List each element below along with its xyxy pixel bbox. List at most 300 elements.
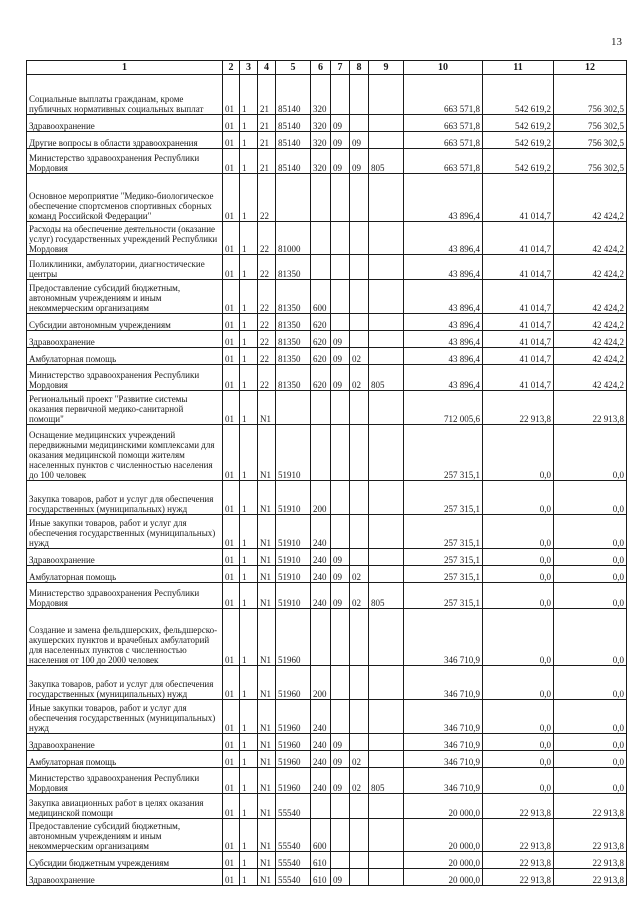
table-row xyxy=(27,425,627,481)
code-col9 xyxy=(369,425,404,481)
column-header: 10 xyxy=(404,61,483,75)
code-col8: 02 xyxy=(350,583,369,609)
code-col6: 320 xyxy=(311,149,331,174)
value-col10: 43 896,4 xyxy=(404,365,483,391)
value-col12: 0,0 xyxy=(554,700,627,734)
code-col7: 09 xyxy=(331,549,350,566)
table-row xyxy=(27,700,627,734)
code-col3: 1 xyxy=(240,583,258,609)
value-col12: 42 424,2 xyxy=(554,365,627,391)
code-col3: 1 xyxy=(240,549,258,566)
table-row xyxy=(27,365,627,391)
value-col10: 346 710,9 xyxy=(404,751,483,768)
code-col5: 81350 xyxy=(276,314,311,331)
code-col6: 200 xyxy=(311,666,331,700)
code-col2: 01 xyxy=(223,549,240,566)
value-col10: 257 315,1 xyxy=(404,583,483,609)
value-col10: 43 896,4 xyxy=(404,222,483,255)
code-col6: 620 xyxy=(311,365,331,391)
code-col6: 240 xyxy=(311,549,331,566)
code-col3: 1 xyxy=(240,314,258,331)
code-col3: 1 xyxy=(240,331,258,348)
code-col4: 22 xyxy=(258,280,276,314)
row-name: Министерство здравоохранения Республики Мордовия xyxy=(27,149,223,174)
value-col10: 663 571,8 xyxy=(404,132,483,149)
code-col2: 01 xyxy=(223,700,240,734)
code-col5: 51960 xyxy=(276,768,311,794)
value-col11: 41 014,7 xyxy=(483,255,554,280)
code-col4: N1 xyxy=(258,794,276,819)
table-row xyxy=(27,666,627,700)
code-col8: 02 xyxy=(350,348,369,365)
code-col7 xyxy=(331,174,350,222)
code-col3: 1 xyxy=(240,734,258,751)
code-col8: 09 xyxy=(350,132,369,149)
code-col5: 55540 xyxy=(276,869,311,886)
code-col6: 320 xyxy=(311,132,331,149)
value-col11: 0,0 xyxy=(483,481,554,515)
value-col12: 42 424,2 xyxy=(554,348,627,365)
code-col2: 01 xyxy=(223,583,240,609)
row-name: Закупка товаров, работ и услуг для обеспечения государственных (муниципальных) нужд xyxy=(27,666,223,700)
value-col12: 0,0 xyxy=(554,768,627,794)
code-col4: 21 xyxy=(258,132,276,149)
code-col8 xyxy=(350,174,369,222)
code-col4: N1 xyxy=(258,391,276,425)
value-col12: 756 302,5 xyxy=(554,149,627,174)
code-col6 xyxy=(311,222,331,255)
code-col3: 1 xyxy=(240,609,258,666)
value-col11: 41 014,7 xyxy=(483,331,554,348)
code-col8 xyxy=(350,700,369,734)
code-col5: 55540 xyxy=(276,794,311,819)
code-col4: 22 xyxy=(258,174,276,222)
code-col7: 09 xyxy=(331,768,350,794)
value-col10: 257 315,1 xyxy=(404,481,483,515)
code-col2: 01 xyxy=(223,149,240,174)
code-col7: 09 xyxy=(331,751,350,768)
column-header: 3 xyxy=(240,61,258,75)
code-col4: N1 xyxy=(258,768,276,794)
code-col8 xyxy=(350,255,369,280)
value-col12: 756 302,5 xyxy=(554,115,627,132)
value-col12: 0,0 xyxy=(554,583,627,609)
code-col5: 81350 xyxy=(276,331,311,348)
row-name: Иные закупки товаров, работ и услуг для обеспечения государственных (муниципальных) нужд xyxy=(27,515,223,549)
code-col8: 02 xyxy=(350,768,369,794)
table-row xyxy=(27,566,627,583)
row-name: Здравоохранение xyxy=(27,331,223,348)
code-col7: 09 xyxy=(331,566,350,583)
table-row xyxy=(27,314,627,331)
table-row xyxy=(27,75,627,115)
table-row xyxy=(27,751,627,768)
value-col10: 20 000,0 xyxy=(404,852,483,869)
code-col3: 1 xyxy=(240,280,258,314)
code-col2: 01 xyxy=(223,365,240,391)
value-col11: 41 014,7 xyxy=(483,280,554,314)
code-col6: 620 xyxy=(311,348,331,365)
code-col7: 09 xyxy=(331,734,350,751)
code-col7 xyxy=(331,314,350,331)
code-col2: 01 xyxy=(223,794,240,819)
row-name: Министерство здравоохранения Республики Мордовия xyxy=(27,583,223,609)
code-col8 xyxy=(350,609,369,666)
code-col4: N1 xyxy=(258,481,276,515)
code-col7 xyxy=(331,222,350,255)
code-col8 xyxy=(350,819,369,852)
table-row xyxy=(27,819,627,852)
code-col2: 01 xyxy=(223,75,240,115)
code-col5: 51910 xyxy=(276,583,311,609)
row-name: Амбулаторная помощь xyxy=(27,751,223,768)
code-col2: 01 xyxy=(223,609,240,666)
code-col8 xyxy=(350,549,369,566)
table-header-row xyxy=(27,61,627,75)
code-col9 xyxy=(369,869,404,886)
code-col6 xyxy=(311,174,331,222)
code-col9 xyxy=(369,222,404,255)
row-name: Закупка авиационных работ в целях оказания медицинской помощи xyxy=(27,794,223,819)
code-col8 xyxy=(350,314,369,331)
code-col2: 01 xyxy=(223,174,240,222)
code-col2: 01 xyxy=(223,515,240,549)
value-col11: 542 619,2 xyxy=(483,115,554,132)
row-name: Другие вопросы в области здравоохранения xyxy=(27,132,223,149)
column-header: 11 xyxy=(483,61,554,75)
row-name: Иные закупки товаров, работ и услуг для обеспечения государственных (муниципальных) нужд xyxy=(27,700,223,734)
table-row xyxy=(27,132,627,149)
code-col3: 1 xyxy=(240,852,258,869)
row-name: Субсидии бюджетным учреждениям xyxy=(27,852,223,869)
code-col8 xyxy=(350,515,369,549)
code-col6: 240 xyxy=(311,768,331,794)
code-col2: 01 xyxy=(223,348,240,365)
code-col3: 1 xyxy=(240,348,258,365)
value-col10: 663 571,8 xyxy=(404,75,483,115)
code-col4: N1 xyxy=(258,583,276,609)
value-col12: 42 424,2 xyxy=(554,314,627,331)
code-col7 xyxy=(331,819,350,852)
code-col6: 240 xyxy=(311,751,331,768)
code-col8 xyxy=(350,852,369,869)
value-col10: 43 896,4 xyxy=(404,314,483,331)
code-col4: N1 xyxy=(258,515,276,549)
code-col4: 22 xyxy=(258,331,276,348)
table-row xyxy=(27,255,627,280)
value-col10: 43 896,4 xyxy=(404,331,483,348)
code-col8 xyxy=(350,869,369,886)
value-col12: 0,0 xyxy=(554,549,627,566)
value-col11: 542 619,2 xyxy=(483,149,554,174)
code-col6 xyxy=(311,609,331,666)
table-row xyxy=(27,869,627,886)
value-col12: 22 913,8 xyxy=(554,391,627,425)
code-col7 xyxy=(331,794,350,819)
code-col8 xyxy=(350,391,369,425)
code-col8 xyxy=(350,794,369,819)
code-col8: 02 xyxy=(350,566,369,583)
row-name: Здравоохранение xyxy=(27,869,223,886)
code-col7 xyxy=(331,666,350,700)
value-col12: 22 913,8 xyxy=(554,819,627,852)
row-name: Основное мероприятие "Медико-биологическое обеспечение спортсменов спортивных сборных команд Российской Федерации" xyxy=(27,174,223,222)
code-col9 xyxy=(369,819,404,852)
row-name: Предоставление субсидий бюджетным, автономным учреждениям и иным некоммерческим организациям xyxy=(27,819,223,852)
page-number: 13 xyxy=(611,36,622,48)
code-col6 xyxy=(311,794,331,819)
value-col12: 42 424,2 xyxy=(554,222,627,255)
code-col9 xyxy=(369,314,404,331)
code-col9 xyxy=(369,132,404,149)
code-col4: N1 xyxy=(258,869,276,886)
code-col8 xyxy=(350,222,369,255)
row-name: Закупка товаров, работ и услуг для обеспечения государственных (муниципальных) нужд xyxy=(27,481,223,515)
code-col8 xyxy=(350,734,369,751)
code-col7: 09 xyxy=(331,331,350,348)
code-col6: 240 xyxy=(311,566,331,583)
code-col9 xyxy=(369,794,404,819)
code-col7: 09 xyxy=(331,869,350,886)
table-row xyxy=(27,734,627,751)
code-col6: 240 xyxy=(311,734,331,751)
table-row xyxy=(27,391,627,425)
value-col11: 41 014,7 xyxy=(483,314,554,331)
value-col10: 663 571,8 xyxy=(404,115,483,132)
code-col9: 805 xyxy=(369,149,404,174)
value-col12: 0,0 xyxy=(554,734,627,751)
code-col5: 51960 xyxy=(276,751,311,768)
code-col5: 85140 xyxy=(276,75,311,115)
code-col8 xyxy=(350,425,369,481)
code-col4: N1 xyxy=(258,609,276,666)
row-name: Здравоохранение xyxy=(27,549,223,566)
value-col11: 41 014,7 xyxy=(483,365,554,391)
code-col5: 81350 xyxy=(276,365,311,391)
code-col5 xyxy=(276,391,311,425)
value-col10: 257 315,1 xyxy=(404,549,483,566)
code-col5: 85140 xyxy=(276,149,311,174)
code-col6 xyxy=(311,255,331,280)
code-col4: N1 xyxy=(258,751,276,768)
code-col9 xyxy=(369,481,404,515)
row-name: Региональный проект "Развитие системы оказания первичной медико-санитарной помощи" xyxy=(27,391,223,425)
column-header: 12 xyxy=(554,61,627,75)
code-col3: 1 xyxy=(240,666,258,700)
code-col9 xyxy=(369,700,404,734)
code-col9 xyxy=(369,174,404,222)
code-col2: 01 xyxy=(223,255,240,280)
code-col5: 51960 xyxy=(276,609,311,666)
code-col4: N1 xyxy=(258,819,276,852)
value-col11: 22 913,8 xyxy=(483,869,554,886)
code-col4: N1 xyxy=(258,425,276,481)
code-col3: 1 xyxy=(240,819,258,852)
code-col5: 81350 xyxy=(276,348,311,365)
value-col10: 20 000,0 xyxy=(404,794,483,819)
code-col3: 1 xyxy=(240,566,258,583)
value-col11: 0,0 xyxy=(483,425,554,481)
row-name: Предоставление субсидий бюджетным, автономным учреждениям и иным некоммерческим организациям xyxy=(27,280,223,314)
code-col5: 51910 xyxy=(276,566,311,583)
value-col10: 346 710,9 xyxy=(404,609,483,666)
code-col6: 610 xyxy=(311,852,331,869)
value-col12: 756 302,5 xyxy=(554,75,627,115)
value-col12: 0,0 xyxy=(554,566,627,583)
code-col7: 09 xyxy=(331,149,350,174)
code-col3: 1 xyxy=(240,365,258,391)
code-col3: 1 xyxy=(240,391,258,425)
code-col3: 1 xyxy=(240,425,258,481)
row-name: Амбулаторная помощь xyxy=(27,566,223,583)
column-header: 1 xyxy=(27,61,223,75)
row-name: Поликлиники, амбулатории, диагностические центры xyxy=(27,255,223,280)
code-col2: 01 xyxy=(223,132,240,149)
code-col3: 1 xyxy=(240,768,258,794)
column-header: 4 xyxy=(258,61,276,75)
table-row xyxy=(27,515,627,549)
column-header: 2 xyxy=(223,61,240,75)
code-col5: 51960 xyxy=(276,734,311,751)
code-col3: 1 xyxy=(240,222,258,255)
row-name: Министерство здравоохранения Республики Мордовия xyxy=(27,768,223,794)
value-col10: 257 315,1 xyxy=(404,566,483,583)
code-col6: 600 xyxy=(311,280,331,314)
code-col3: 1 xyxy=(240,794,258,819)
code-col4: 22 xyxy=(258,222,276,255)
value-col10: 346 710,9 xyxy=(404,666,483,700)
table-row xyxy=(27,174,627,222)
code-col8 xyxy=(350,331,369,348)
value-col11: 41 014,7 xyxy=(483,222,554,255)
code-col7 xyxy=(331,609,350,666)
code-col2: 01 xyxy=(223,666,240,700)
code-col5: 51960 xyxy=(276,700,311,734)
code-col2: 01 xyxy=(223,566,240,583)
code-col2: 01 xyxy=(223,391,240,425)
code-col7 xyxy=(331,280,350,314)
code-col2: 01 xyxy=(223,819,240,852)
code-col6: 200 xyxy=(311,481,331,515)
table-row xyxy=(27,280,627,314)
value-col11: 22 913,8 xyxy=(483,819,554,852)
code-col2: 01 xyxy=(223,768,240,794)
code-col7 xyxy=(331,700,350,734)
code-col5: 51910 xyxy=(276,425,311,481)
value-col10: 257 315,1 xyxy=(404,425,483,481)
code-col3: 1 xyxy=(240,700,258,734)
table-row xyxy=(27,852,627,869)
code-col2: 01 xyxy=(223,734,240,751)
value-col12: 42 424,2 xyxy=(554,174,627,222)
code-col2: 01 xyxy=(223,314,240,331)
value-col11: 0,0 xyxy=(483,666,554,700)
value-col12: 42 424,2 xyxy=(554,280,627,314)
code-col5 xyxy=(276,174,311,222)
code-col6: 600 xyxy=(311,819,331,852)
code-col4: 21 xyxy=(258,75,276,115)
value-col10: 346 710,9 xyxy=(404,700,483,734)
value-col12: 42 424,2 xyxy=(554,331,627,348)
code-col4: 22 xyxy=(258,348,276,365)
code-col9 xyxy=(369,255,404,280)
table-row xyxy=(27,222,627,255)
value-col12: 0,0 xyxy=(554,481,627,515)
code-col9 xyxy=(369,549,404,566)
value-col11: 0,0 xyxy=(483,515,554,549)
code-col5: 81350 xyxy=(276,255,311,280)
code-col9 xyxy=(369,115,404,132)
code-col5: 81350 xyxy=(276,280,311,314)
code-col9 xyxy=(369,734,404,751)
code-col6: 240 xyxy=(311,700,331,734)
row-name: Министерство здравоохранения Республики Мордовия xyxy=(27,365,223,391)
code-col2: 01 xyxy=(223,425,240,481)
code-col7: 09 xyxy=(331,115,350,132)
code-col6 xyxy=(311,391,331,425)
code-col9: 805 xyxy=(369,768,404,794)
code-col4: N1 xyxy=(258,734,276,751)
column-header: 9 xyxy=(369,61,404,75)
code-col9 xyxy=(369,331,404,348)
value-col10: 43 896,4 xyxy=(404,280,483,314)
code-col2: 01 xyxy=(223,115,240,132)
value-col12: 0,0 xyxy=(554,751,627,768)
value-col12: 22 913,8 xyxy=(554,869,627,886)
value-col12: 42 424,2 xyxy=(554,255,627,280)
code-col8: 02 xyxy=(350,365,369,391)
table-row xyxy=(27,331,627,348)
code-col6 xyxy=(311,425,331,481)
code-col9 xyxy=(369,391,404,425)
code-col5: 51960 xyxy=(276,666,311,700)
value-col11: 0,0 xyxy=(483,700,554,734)
value-col11: 542 619,2 xyxy=(483,132,554,149)
row-name: Амбулаторная помощь xyxy=(27,348,223,365)
code-col7 xyxy=(331,852,350,869)
code-col2: 01 xyxy=(223,280,240,314)
code-col9: 805 xyxy=(369,583,404,609)
code-col5: 55540 xyxy=(276,819,311,852)
row-name: Здравоохранение xyxy=(27,115,223,132)
value-col12: 22 913,8 xyxy=(554,852,627,869)
code-col6: 610 xyxy=(311,869,331,886)
value-col10: 663 571,8 xyxy=(404,149,483,174)
code-col8 xyxy=(350,75,369,115)
code-col7: 09 xyxy=(331,348,350,365)
table-row xyxy=(27,481,627,515)
value-col10: 43 896,4 xyxy=(404,348,483,365)
value-col11: 0,0 xyxy=(483,583,554,609)
code-col7 xyxy=(331,75,350,115)
table-body xyxy=(27,75,627,886)
value-col12: 0,0 xyxy=(554,425,627,481)
code-col2: 01 xyxy=(223,481,240,515)
code-col8: 02 xyxy=(350,751,369,768)
value-col10: 257 315,1 xyxy=(404,515,483,549)
code-col7 xyxy=(331,391,350,425)
code-col2: 01 xyxy=(223,751,240,768)
code-col8: 09 xyxy=(350,149,369,174)
value-col11: 41 014,7 xyxy=(483,348,554,365)
value-col10: 43 896,4 xyxy=(404,255,483,280)
code-col7: 09 xyxy=(331,365,350,391)
code-col2: 01 xyxy=(223,852,240,869)
table-row xyxy=(27,583,627,609)
code-col3: 1 xyxy=(240,751,258,768)
column-header: 7 xyxy=(331,61,350,75)
code-col8 xyxy=(350,280,369,314)
